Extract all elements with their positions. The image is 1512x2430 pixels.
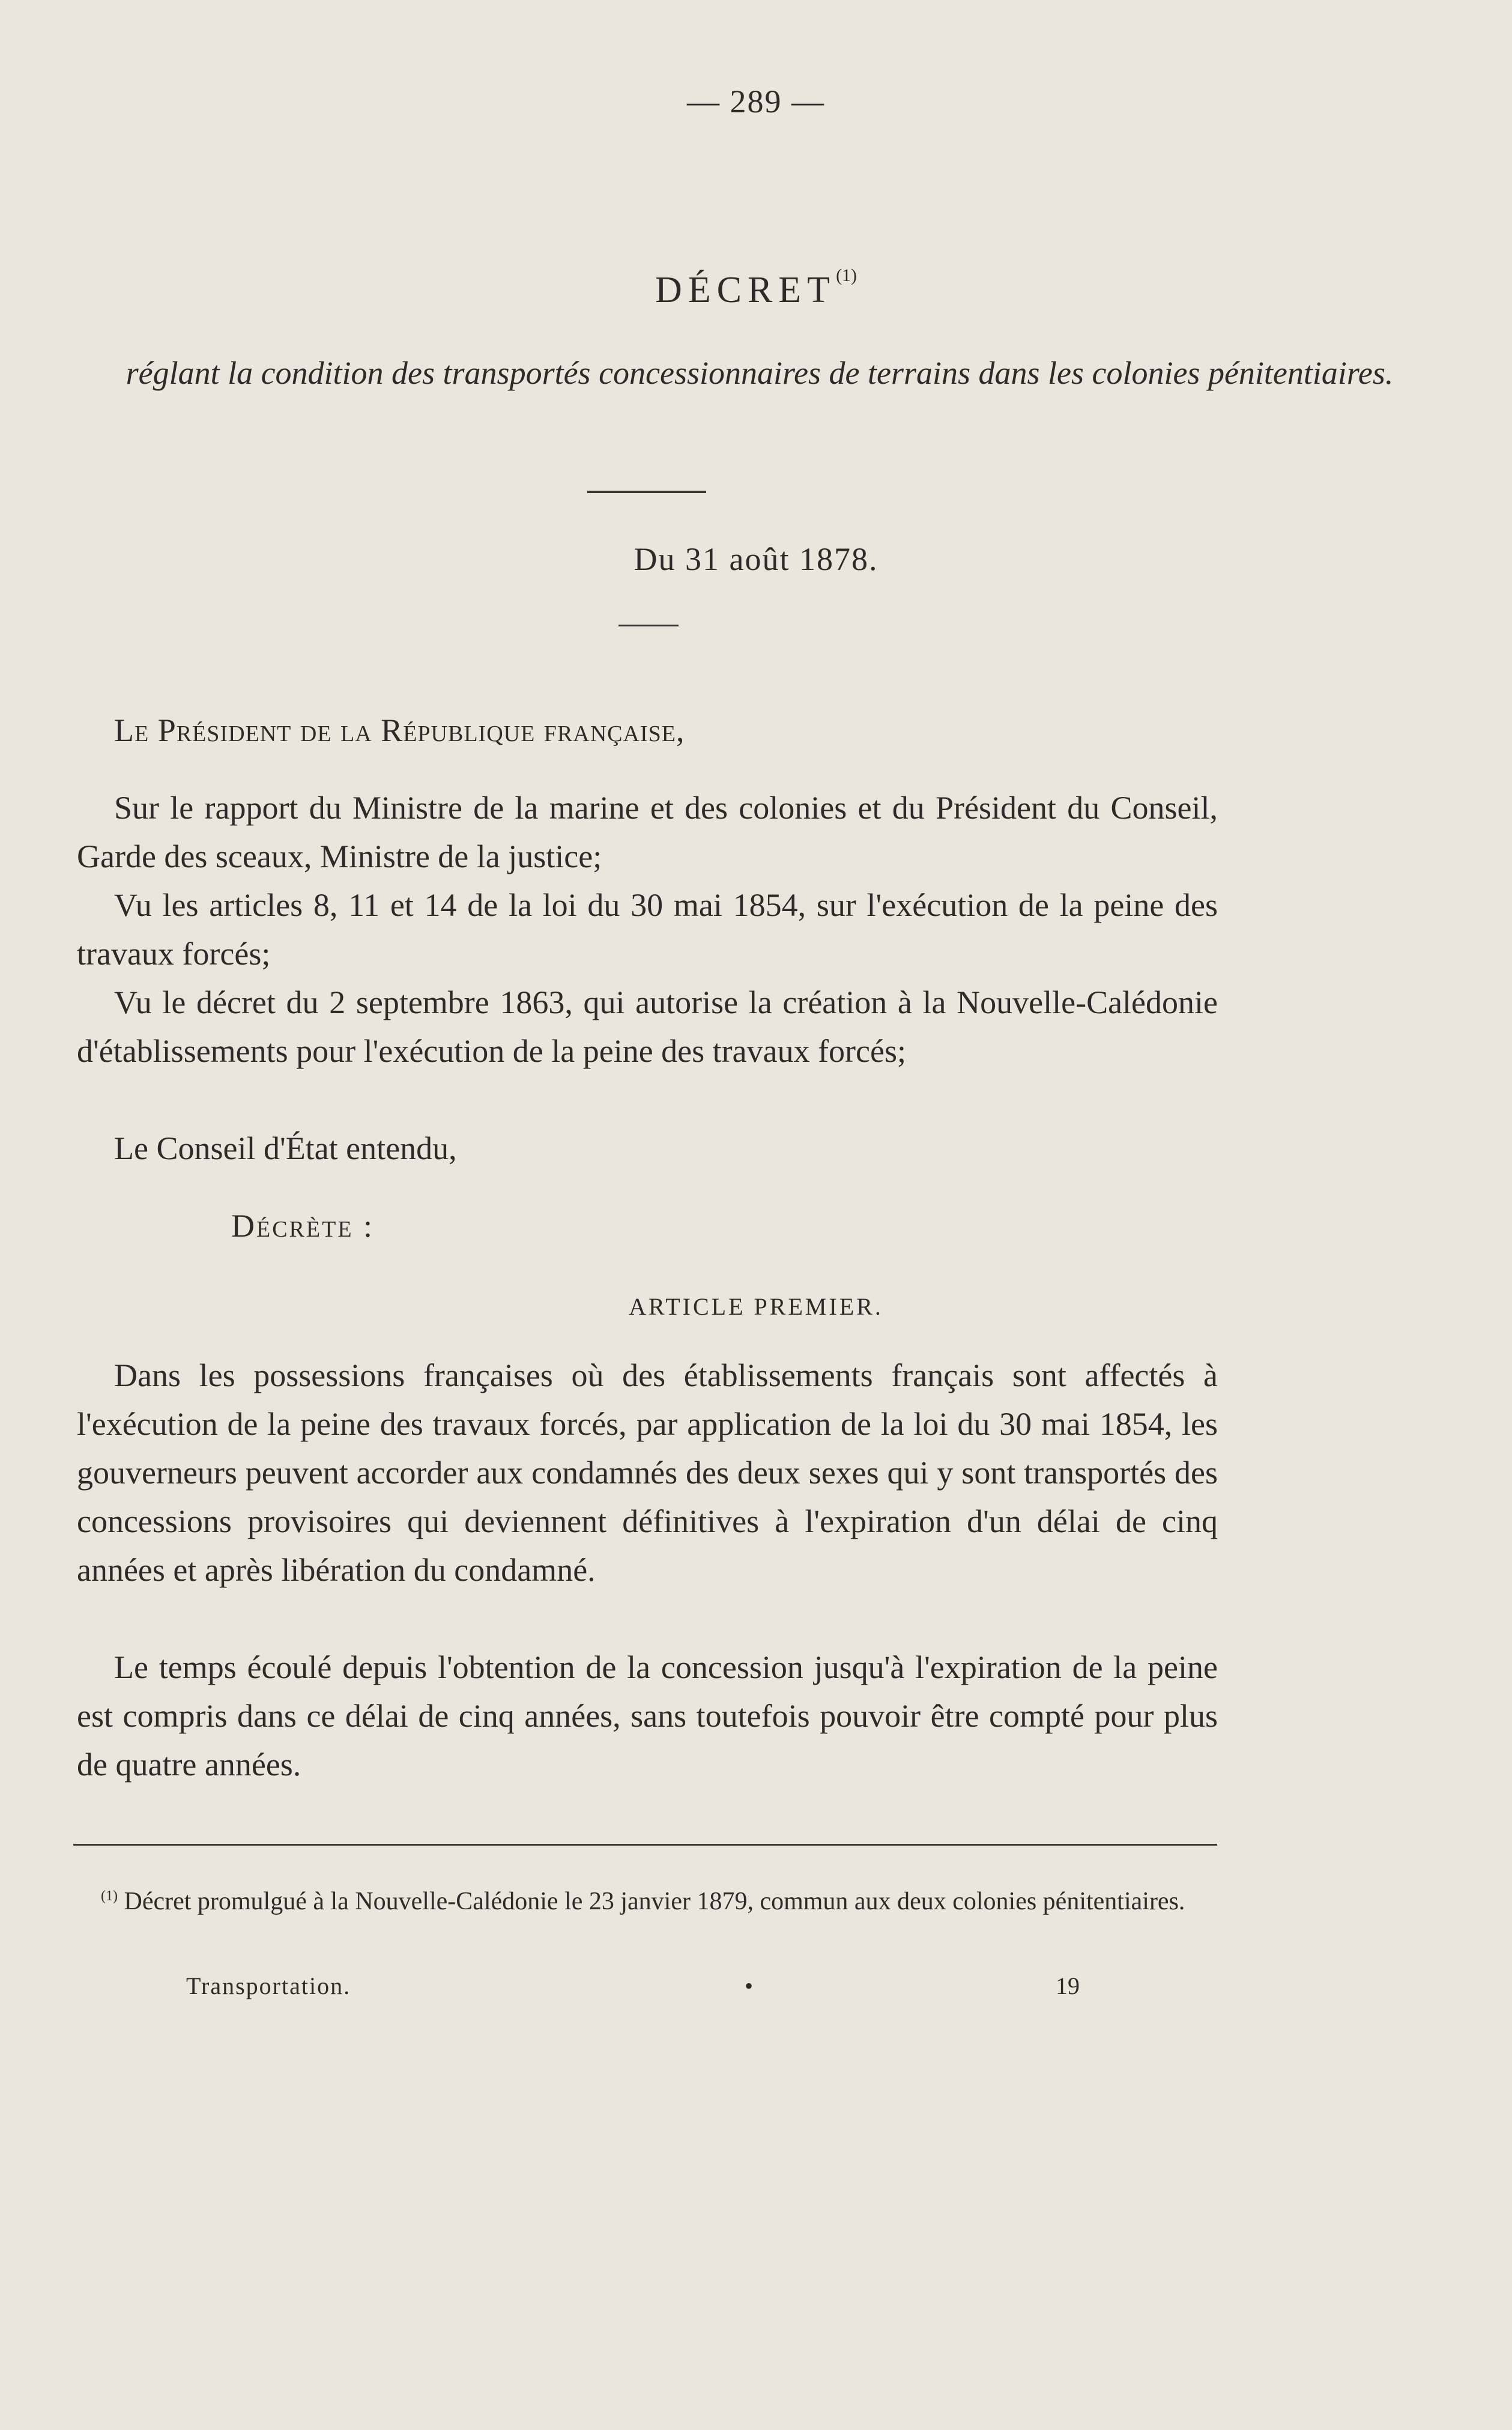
- decree-subtitle: réglant la condition des transportés concessionnaires de terrains dans les colonies pénitentiaires.: [125, 355, 1394, 391]
- page-number: — 289 —: [687, 83, 825, 120]
- decree-title-text: DÉCRET: [655, 270, 836, 311]
- considerant-rapport: Sur le rapport du Ministre de la marine et des colonies et du Président du Conseil, Garde des sceaux, Ministre de la justice;: [77, 790, 1218, 874]
- date-divider: [618, 625, 679, 626]
- title-divider: [587, 491, 706, 493]
- president-heading: Le Président de la République française,: [114, 712, 685, 748]
- decrete-heading: Décrète :: [231, 1208, 375, 1244]
- footer-sheet-number: 19: [1056, 1972, 1080, 1999]
- footer-mark: •: [745, 1972, 754, 1999]
- article-paragraph: Le temps écoulé depuis l'obtention de la concession jusqu'à l'expiration de la peine est compris dans ce délai de cinq années, sans toutefois pouvoir être compté pour plus de quatre années.: [77, 1649, 1218, 1783]
- article-paragraph: Dans les possessions françaises où des établissements français sont affectés à l'exécution de la peine des travaux forcés, par application de la loi du 30 mai 1854, les gouverneurs peuvent accorder aux condamnés des deux sexes qui y sont transportés des concessions provisoires qui deviennent définitives à l'expiration d'un délai de cinq années et après libération du condamné.: [77, 1357, 1218, 1588]
- footer-signature: Transportation.: [186, 1972, 351, 1999]
- article-heading: ARTICLE PREMIER.: [629, 1293, 883, 1320]
- footnote-mark: (1): [101, 1888, 118, 1904]
- title-footnote-mark: (1): [836, 265, 857, 285]
- decree-date: Du 31 août 1878.: [634, 541, 878, 577]
- considerant-loi-1854: Vu les articles 8, 11 et 14 de la loi du 30 mai 1854, sur l'exécution de la peine des travaux forcés;: [77, 887, 1218, 972]
- considerant-conseil-etat: Le Conseil d'État entendu,: [114, 1130, 457, 1166]
- considerant-decret-1863: Vu le décret du 2 septembre 1863, qui autorise la création à la Nouvelle-Calédonie d'établissements pour l'exécution de la peine des travaux forcés;: [77, 984, 1218, 1069]
- decree-title: [0, 265, 1512, 312]
- footnote-divider: [73, 1844, 1217, 1846]
- footnote-text: Décret promulgué à la Nouvelle-Calédonie le 23 janvier 1879, commun aux deux colonies pénitentiaires.: [124, 1888, 1185, 1915]
- footnote: [71, 1877, 1218, 1921]
